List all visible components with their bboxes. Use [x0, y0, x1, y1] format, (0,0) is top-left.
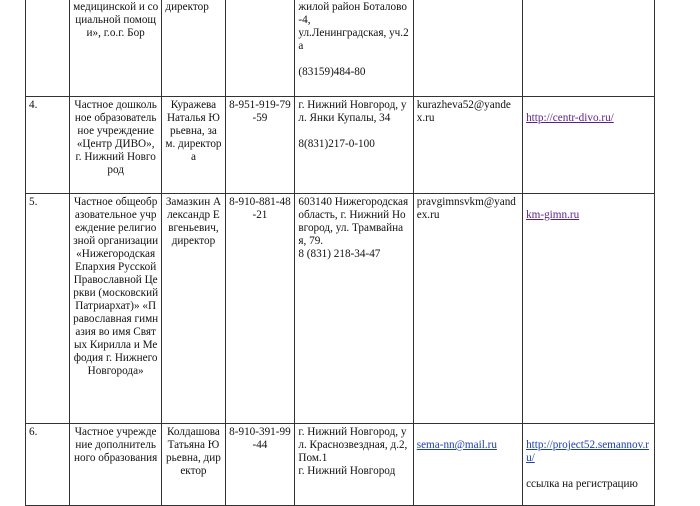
registration-note: ссылка на регистрацию [526, 478, 638, 490]
organization-name: Частное учреждение дополнительного образования [69, 424, 161, 506]
phone-number: 8-910-391-99-44 [225, 424, 295, 506]
row-number: 4. [26, 97, 70, 194]
organization-name: медицинской и социальной помощи», г.о.г. Бор [69, 0, 161, 97]
head-person: Замазкин Александр Евгеньевич, директор [162, 194, 225, 424]
address: г. Нижний Новгород, ул. Краснозвездная, д.2, Пом.1 г. Нижний Новгород [295, 424, 413, 506]
row-number [26, 0, 70, 97]
row-number: 5. [26, 194, 70, 424]
phone-number: 8-951-919-79-59 [225, 97, 295, 194]
email: kurazheva52@yandex.ru [413, 97, 522, 194]
organization-name: Частное дошкольное образовательное учреждение «Центр ДИВО», г. Нижний Новгород [69, 97, 161, 194]
phone-number: 8-910-881-48-21 [225, 194, 295, 424]
phone-number [225, 0, 295, 97]
email-cell [413, 424, 522, 506]
website [523, 0, 655, 97]
table-row [26, 97, 655, 194]
address: г. Нижний Новгород, ул. Янки Купалы, 34 8(831)217-0-100 [295, 97, 413, 194]
website-cell [523, 424, 655, 506]
head-person: Куражева Наталья Юрьевна, зам. директора [162, 97, 225, 194]
organization-name: Частное общеобразовательное учреждение религиозной организации «Нижегородская Епархия Русской Православной Церкви (московский Патриархат)» «Православная гимназия во имя Святых Кирилла и Мефодия г. Нижнего Новгорода» [69, 194, 161, 424]
head-person: Колдашова Татьяна Юрьевна, директор [162, 424, 225, 506]
table-row [26, 194, 655, 424]
website-link[interactable]: km-gimn.ru [526, 209, 580, 221]
table-row [26, 424, 655, 506]
table-row [26, 0, 655, 97]
email-link[interactable]: sema-nn@mail.ru [416, 439, 497, 451]
website-cell [523, 194, 655, 424]
website-cell [523, 97, 655, 194]
row-number: 6. [26, 424, 70, 506]
address: 603140 Нижегородская область, г. Нижний Новгород, ул. Трамвайная, 79. 8 (831) 218-34-47 [295, 194, 413, 424]
website-link[interactable]: http://project52.semannov.ru/ [526, 439, 649, 464]
email [413, 0, 522, 97]
address: жилой район Боталово-4, ул.Ленинградская, уч.2а (83159)484-80 [295, 0, 413, 97]
website-link[interactable]: http://centr-divo.ru/ [526, 112, 614, 124]
head-person: директор [162, 0, 225, 97]
email: pravgimnsvkm@yandex.ru [413, 194, 522, 424]
organizations-table [25, 0, 655, 506]
